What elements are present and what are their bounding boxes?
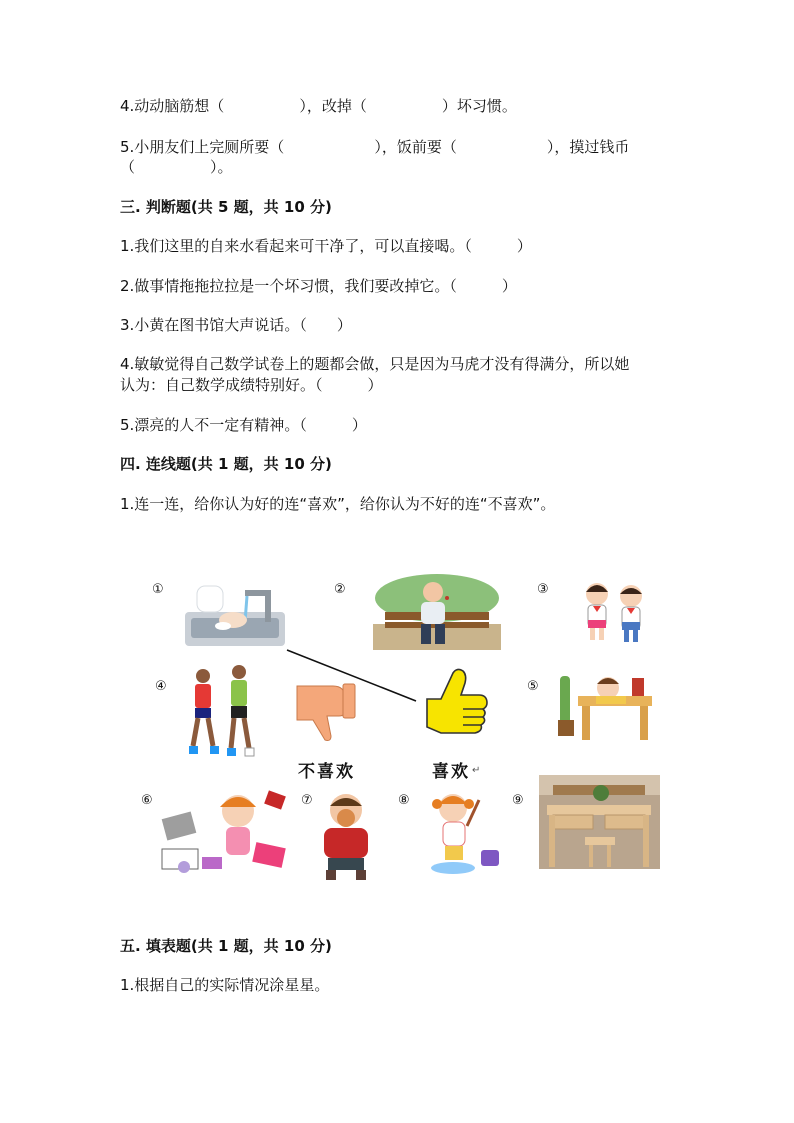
judge-item-1: 1.我们这里的自来水看起来可干净了，可以直接喝。（ ） bbox=[120, 237, 532, 255]
match-heading: 四. 连线题(共 1 题，共 10 分) bbox=[120, 455, 332, 473]
item-number-1: ① bbox=[152, 582, 164, 597]
judge-item-2: 2.做事情拖拖拉拉是一个坏习惯，我们要改掉它。（ ） bbox=[120, 277, 517, 295]
return-mark: ↵ bbox=[472, 765, 481, 776]
fill-question-4: 4.动动脑筋想（ ），改掉（ ）坏习惯。 bbox=[120, 97, 517, 115]
judge-item-3: 3.小黄在图书馆大声说话。（ ） bbox=[120, 316, 352, 334]
judge-item-5: 5.漂亮的人不一定有精神。（ ） bbox=[120, 416, 367, 434]
thumbs-down-icon bbox=[293, 680, 357, 744]
match-instruction: 1.连一连，给你认为好的连“喜欢”，给你认为不好的连“不喜欢”。 bbox=[120, 495, 556, 513]
judge-heading: 三. 判断题(共 5 题，共 10 分) bbox=[120, 198, 332, 216]
dislike-label: 不喜欢 bbox=[298, 762, 355, 782]
item-number-2: ② bbox=[334, 582, 346, 597]
table-instruction: 1.根据自己的实际情况涂星星。 bbox=[120, 976, 330, 994]
item-number-4: ④ bbox=[155, 679, 167, 694]
item-number-6: ⑥ bbox=[141, 793, 153, 808]
runners-illustration bbox=[183, 664, 259, 766]
judge-item-4-line2: 认为：自己数学成绩特别好。（ ） bbox=[120, 376, 383, 394]
thumbs-up-icon bbox=[421, 665, 489, 737]
item-number-3: ③ bbox=[537, 582, 549, 597]
sleeping-at-desk-illustration bbox=[556, 666, 654, 748]
item-number-5: ⑤ bbox=[527, 679, 539, 694]
judge-item-4-line1: 4.敏敏觉得自己数学试卷上的题都会做，只是因为马虎才没有得满分，所以她 bbox=[120, 355, 630, 373]
man-on-bench-illustration bbox=[373, 572, 501, 650]
item-number-7: ⑦ bbox=[301, 793, 313, 808]
item-number-9: ⑨ bbox=[512, 793, 524, 808]
item-number-8: ⑧ bbox=[398, 793, 410, 808]
fill-question-5-line1: 5.小朋友们上完厕所要（ ），饭前要（ ），摸过钱币 bbox=[120, 138, 630, 156]
fill-question-5-line2: （ ）。 bbox=[120, 158, 233, 176]
girl-mopping-illustration bbox=[423, 790, 503, 878]
table-heading: 五. 填表题(共 1 题，共 10 分) bbox=[120, 937, 332, 955]
boy-eating-illustration bbox=[316, 790, 376, 882]
messy-room-illustration bbox=[154, 785, 296, 879]
two-children-illustration bbox=[575, 578, 655, 646]
tidy-desk-photo bbox=[539, 775, 660, 869]
washing-hands-illustration bbox=[183, 582, 291, 650]
like-label: 喜欢 bbox=[432, 762, 470, 782]
